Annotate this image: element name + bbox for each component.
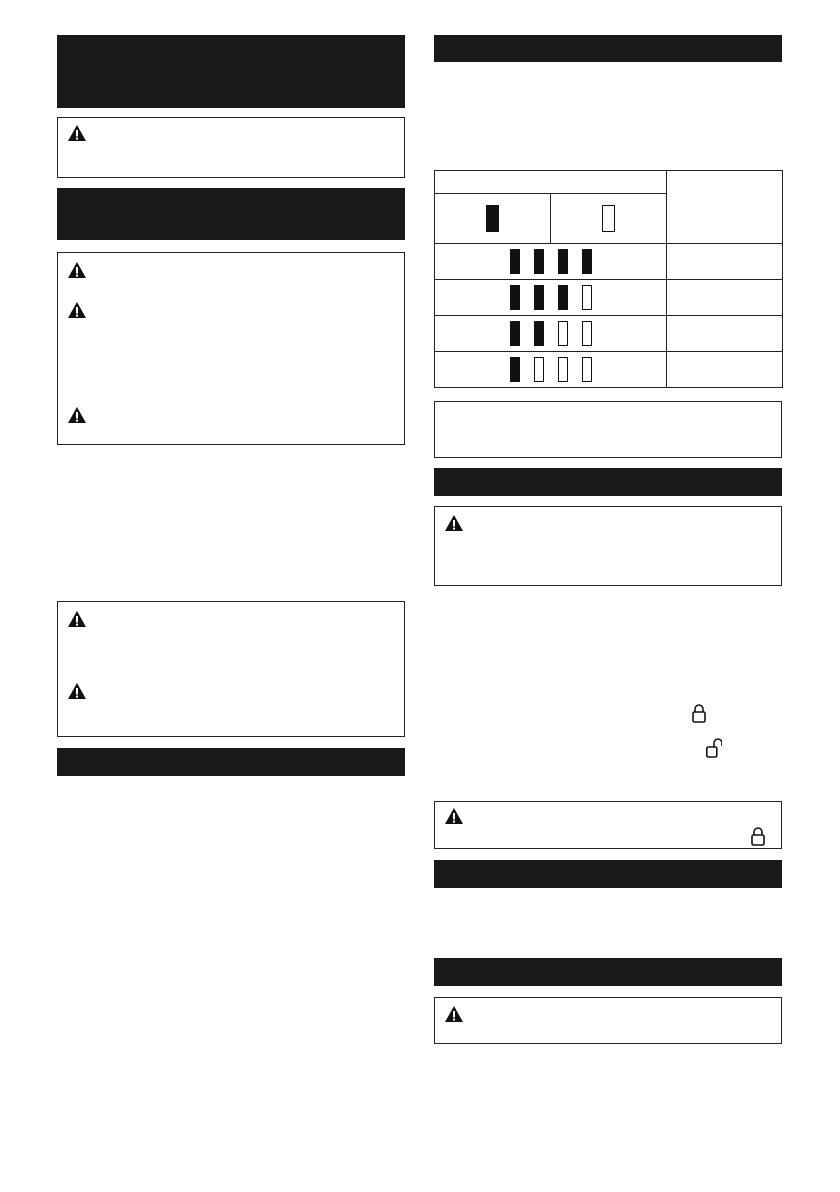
table-header-cell [667, 171, 783, 244]
indicator-lamp-off [558, 321, 568, 346]
section-header-bar [57, 188, 405, 240]
section-header-bar [434, 35, 782, 62]
indicator-lamp-lit [534, 285, 544, 310]
indicator-lamp-lit [582, 249, 592, 274]
indicator-lamp-off [602, 205, 615, 232]
indicator-lamps-cell [435, 352, 667, 388]
warning-triangle-icon [67, 301, 87, 319]
caution-box [434, 506, 782, 586]
indicator-lamps-cell [435, 280, 667, 316]
remaining-capacity-cell [667, 352, 783, 388]
indicator-lamps-cell [435, 316, 667, 352]
table-row [435, 352, 783, 388]
indicator-lamp-lit [534, 249, 544, 274]
indicator-lamp-off [534, 357, 544, 382]
warning-triangle-icon [444, 1005, 464, 1023]
battery-indicator-table [434, 170, 783, 388]
caution-box [57, 601, 405, 737]
table-row [435, 316, 783, 352]
padlock-locked-icon [750, 826, 766, 846]
warning-triangle-icon [67, 406, 87, 424]
indicator-lamp-lit [510, 249, 520, 274]
indicator-lamp-lit [558, 285, 568, 310]
indicator-lamp-lit [558, 249, 568, 274]
table-row [435, 280, 783, 316]
remaining-capacity-cell [667, 244, 783, 280]
legend-lit-cell [435, 194, 551, 244]
padlock-unlocked-icon [706, 738, 722, 758]
indicator-lamp-lit [534, 321, 544, 346]
remaining-capacity-cell [667, 280, 783, 316]
indicator-lamp-lit [486, 205, 499, 232]
warning-triangle-icon [444, 514, 464, 532]
indicator-lamp-off [582, 321, 592, 346]
indicator-lamp-lit [510, 321, 520, 346]
indicator-lamp-off [582, 285, 592, 310]
section-header-bar [434, 860, 782, 888]
indicator-lamps-cell [435, 244, 667, 280]
caution-box [434, 997, 782, 1044]
warning-triangle-icon [67, 610, 87, 628]
section-header-bar [57, 748, 405, 776]
padlock-locked-icon [691, 703, 707, 723]
caution-box [434, 801, 782, 849]
warning-triangle-icon [67, 124, 87, 142]
warning-triangle-icon [444, 807, 464, 825]
indicator-lamp-lit [510, 285, 520, 310]
warning-triangle-icon [67, 682, 87, 700]
table-header-cell [435, 171, 667, 194]
section-header-bar [57, 35, 405, 108]
section-header-bar [434, 468, 782, 496]
indicator-lamp-off [558, 357, 568, 382]
indicator-lamp-lit [510, 357, 520, 382]
warning-triangle-icon [67, 261, 87, 279]
note-box [434, 401, 782, 458]
legend-off-cell [551, 194, 667, 244]
remaining-capacity-cell [667, 316, 783, 352]
section-header-bar [434, 958, 782, 986]
caution-box [57, 252, 405, 445]
table-row [435, 244, 783, 280]
indicator-lamp-off [582, 357, 592, 382]
caution-box [57, 117, 405, 178]
